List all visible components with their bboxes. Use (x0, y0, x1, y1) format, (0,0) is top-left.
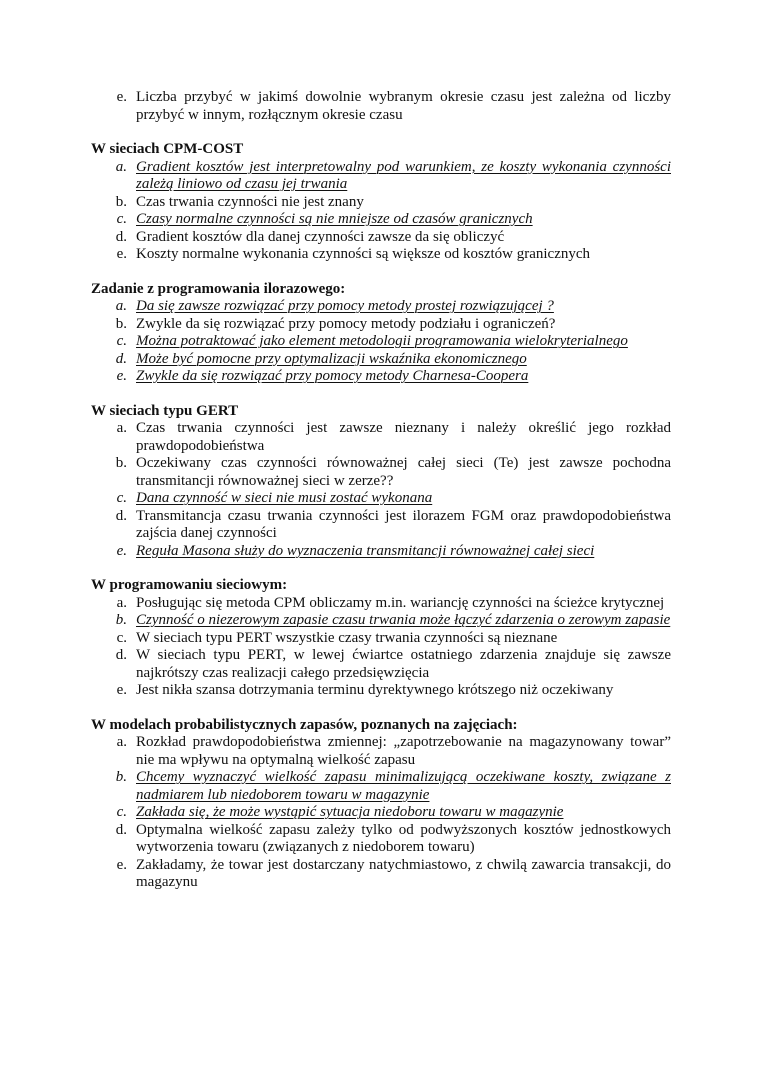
answer-item (91, 194, 671, 212)
answer-letter: a. (116, 420, 127, 436)
answer-text: Chcemy wyznaczyć wielkość zapasu minimalizującą oczekiwane koszty, związane z nadmiarem lub niedoborem towaru w magazynie (136, 769, 671, 803)
answer-text: Transmitancja czasu trwania czynności jest ilorazem FGM oraz prawdopodobieństwa zajścia danej czynności (136, 507, 671, 541)
answer-item-marked (91, 769, 671, 804)
answer-letter: e. (116, 89, 127, 105)
question-section (91, 403, 671, 561)
answer-letter: e. (116, 542, 127, 559)
answer-list (91, 159, 671, 264)
answer-item (91, 734, 671, 769)
answer-item-marked (91, 351, 671, 369)
answer-letter: d. (115, 350, 127, 367)
answer-item (91, 89, 671, 124)
answer-text: Czas trwania czynności jest zawsze nieznany i należy określić jego rozkład prawdopodobieństwa (136, 420, 671, 454)
answer-letter: d. (115, 821, 127, 838)
answer-letter: a. (116, 594, 127, 611)
answer-item (91, 316, 671, 334)
section-heading: Zadanie z programowania ilorazowego: (91, 280, 346, 297)
answer-item-marked (91, 159, 671, 194)
answer-list (91, 734, 671, 892)
answer-letter: d. (115, 507, 127, 524)
section-heading: W programowaniu sieciowym: (91, 577, 288, 593)
answer-letter: a. (115, 298, 127, 314)
answer-letter: d. (115, 228, 127, 245)
answer-item (91, 508, 671, 543)
answer-text: Czynność o niezerowym zapasie czasu trwania może łączyć zdarzenia o zerowym zapasie (136, 612, 671, 628)
answer-text: Może być pomocne przy optymalizacji wskaźnika ekonomicznego (136, 350, 527, 367)
question-section (91, 89, 671, 124)
answer-letter: d. (115, 647, 127, 663)
answer-item-marked (91, 612, 671, 630)
answer-letter: e. (116, 246, 127, 262)
answer-item-marked (91, 543, 671, 561)
answer-item (91, 595, 671, 613)
answer-text: Czas trwania czynności nie jest znany (136, 193, 364, 210)
answer-letter: b. (115, 769, 127, 785)
answer-letter: c. (116, 333, 127, 349)
answer-text: Zakładamy, że towar jest dostarczany natychmiastowo, z chwilą zawarcia transakcji, do magazynu (136, 856, 671, 890)
answer-text: Zakłada się, że może wystąpić sytuacja niedoboru towaru w magazynie (136, 804, 564, 820)
answer-text: Zwykle da się rozwiązać przy pomocy metody Charnesa-Coopera (136, 368, 529, 384)
answer-item (91, 822, 671, 857)
answer-item-marked (91, 298, 671, 316)
question-section (91, 717, 671, 892)
answer-item (91, 630, 671, 648)
answer-text: Gradient kosztów jest interpretowalny pod warunkiem, ze koszty wykonania czynności zależą liniowo od czasu jej trwania (136, 158, 671, 192)
answer-letter: c. (116, 804, 127, 820)
question-list (91, 89, 671, 892)
question-section (91, 281, 671, 386)
answer-letter: b. (115, 455, 127, 471)
answer-text: Posługując się metoda CPM obliczamy m.in. wariancję czynności na ścieżce krytycznej (136, 594, 665, 611)
answer-list (91, 89, 671, 124)
answer-text: Liczba przybyć w jakimś dowolnie wybranym okresie czasu jest zależna od liczby przybyć w innym, rozłącznym okresie czasu (136, 89, 671, 123)
answer-item (91, 857, 671, 892)
answer-text: Koszty normalne wykonania czynności są większe od kosztów granicznych (136, 246, 591, 262)
answer-letter: b. (115, 612, 127, 628)
answer-text: Gradient kosztów dla danej czynności zawsze da się obliczyć (136, 228, 505, 245)
answer-letter: c. (116, 211, 127, 227)
answer-letter: b. (115, 193, 127, 210)
answer-letter: e. (116, 368, 127, 384)
answer-list (91, 298, 671, 386)
answer-letter: c. (116, 490, 127, 506)
question-section (91, 577, 671, 700)
answer-text: Czasy normalne czynności są nie mniejsze od czasów granicznych (136, 211, 533, 227)
answer-text: Zwykle da się rozwiązać przy pomocy metody podziału i ograniczeń? (136, 315, 556, 332)
answer-text: Optymalna wielkość zapasu zależy tylko od podwyższonych kosztów jednostkowych wytworzenia towaru (związanych z niedoborem towaru) (136, 821, 671, 855)
answer-item (91, 647, 671, 682)
answer-text: Rozkład prawdopodobieństwa zmiennej: „zapotrzebowanie na magazynowany towar” nie ma wpływu na optymalną wielkość zapasu (136, 734, 671, 768)
answer-item (91, 246, 671, 264)
section-heading: W sieciach CPM-COST (91, 141, 244, 157)
answer-text: Dana czynność w sieci nie musi zostać wykonana (136, 490, 433, 506)
answer-item (91, 229, 671, 247)
answer-text: Reguła Masona służy do wyznaczenia transmitancji równoważnej całej sieci (136, 542, 595, 559)
answer-item-marked (91, 333, 671, 351)
answer-letter: c. (116, 629, 127, 646)
answer-item-marked (91, 211, 671, 229)
answer-item (91, 420, 671, 455)
answer-item (91, 682, 671, 700)
answer-letter: a. (115, 158, 127, 175)
answer-list (91, 420, 671, 560)
answer-letter: a. (116, 734, 127, 750)
answer-item-marked (91, 490, 671, 508)
answer-text: Da się zawsze rozwiązać przy pomocy metody prostej rozwiązującej ? (136, 298, 554, 314)
answer-letter: e. (116, 856, 127, 873)
answer-letter: e. (116, 682, 127, 698)
answer-item (91, 455, 671, 490)
answer-item-marked (91, 804, 671, 822)
answer-list (91, 595, 671, 700)
answer-text: W sieciach typu PERT, w lewej ćwiartce ostatniego zdarzenia znajduje się zawsze najkrótszy czas realizacji całego przedsięwzięcia (136, 647, 671, 681)
answer-item-marked (91, 368, 671, 386)
answer-text: Jest nikła szansa dotrzymania terminu dyrektywnego krótszego niż oczekiwany (136, 682, 614, 698)
question-section (91, 141, 671, 264)
answer-text: Można potraktować jako element metodologii programowania wielokryterialnego (136, 333, 628, 349)
answer-letter: b. (115, 315, 127, 332)
section-heading: W sieciach typu GERT (91, 402, 239, 419)
section-heading: W modelach probabilistycznych zapasów, poznanych na zajęciach: (91, 716, 518, 733)
answer-text: Oczekiwany czas czynności równoważnej całej sieci (Te) jest zawsze pochodna transmitancji równoważnej sieci w zerze?? (136, 455, 671, 489)
answer-text: W sieciach typu PERT wszystkie czasy trwania czynności są nieznane (136, 629, 558, 646)
